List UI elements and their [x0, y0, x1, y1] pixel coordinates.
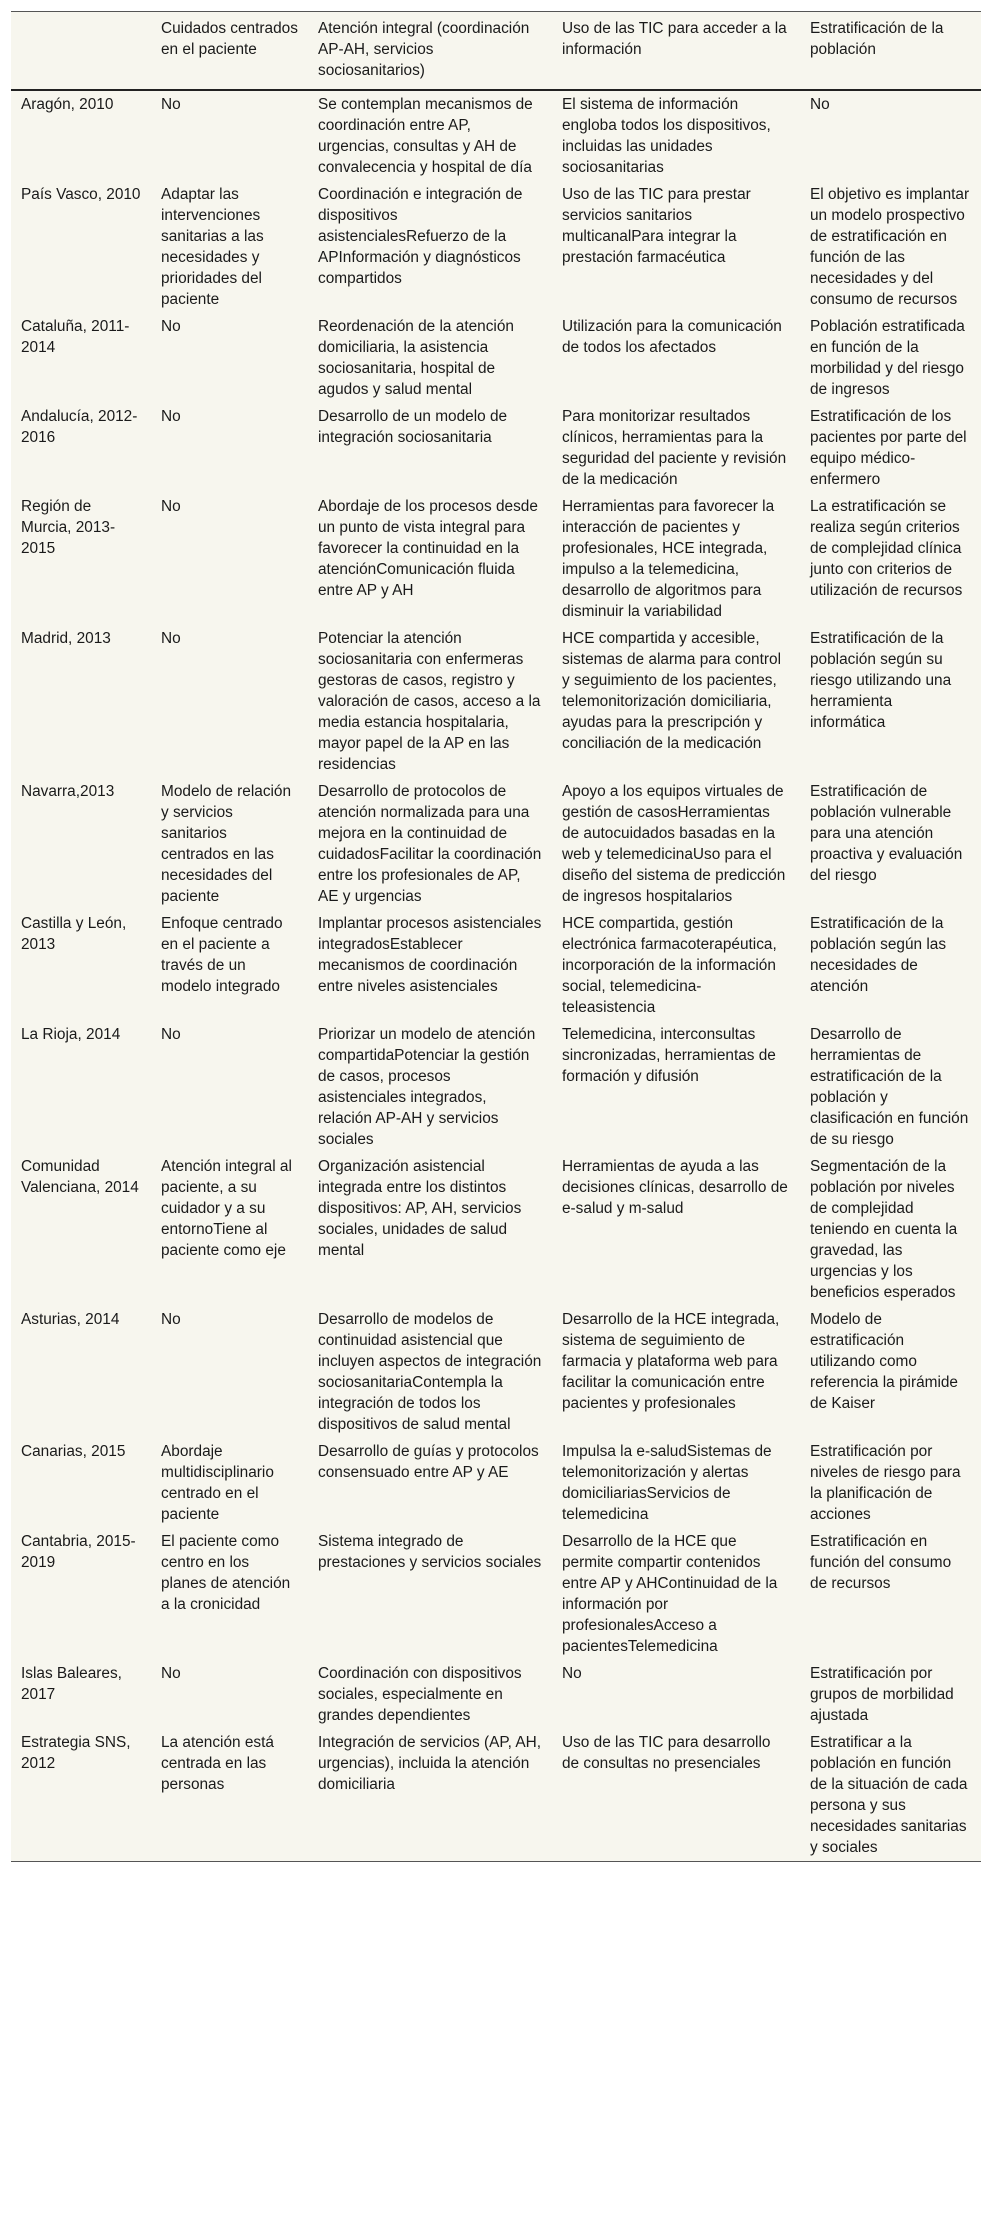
table-row — [11, 1306, 981, 1438]
cell-region: Región de Murcia, 2013-2015 — [21, 498, 116, 557]
cell-patient-centered-care: No — [161, 1311, 181, 1328]
cell-patient-centered-care: No — [161, 408, 181, 425]
table-row — [11, 1021, 981, 1153]
cell-region: Cantabria, 2015-2019 — [21, 1533, 136, 1571]
cell-region: Asturias, 2014 — [21, 1311, 120, 1328]
header-cell-region — [11, 12, 151, 91]
cell-integral-care: Implantar procesos asistenciales integradosEstablecer mecanismos de coordinación entre niveles asistenciales — [318, 915, 542, 995]
cell-ict-use: Para monitorizar resultados clínicos, herramientas para la seguridad del paciente y revisión de la medicación — [562, 408, 787, 488]
cell-ict-use: El sistema de información engloba todos los dispositivos, incluidas las unidades sociosanitarias — [562, 96, 771, 176]
table-row — [11, 493, 981, 625]
cell-integral-care: Desarrollo de protocolos de atención normalizada para una mejora en la continuidad de cuidadosFacilitar la coordinación entre los profesionales de AP, AE y urgencias — [318, 783, 542, 905]
cell-stratification: La estratificación se realiza según criterios de complejidad clínica junto con criterios de utilización de recursos — [810, 498, 963, 599]
table-header-row — [11, 12, 981, 91]
cell-ict-use: Utilización para la comunicación de todos los afectados — [562, 318, 782, 356]
table-row — [11, 1153, 981, 1306]
cell-patient-centered-care: La atención está centrada en las personas — [161, 1734, 274, 1793]
cell-ict-use: Desarrollo de la HCE integrada, sistema de seguimiento de farmacia y plataforma web para facilitar la comunicación entre pacientes y profesionales — [562, 1311, 780, 1412]
table-row — [11, 90, 981, 181]
cell-integral-care: Coordinación e integración de dispositivos asistencialesRefuerzo de la APInformación y diagnósticos compartidos — [318, 186, 523, 287]
table-row — [11, 1438, 981, 1528]
table-row — [11, 1660, 981, 1729]
cell-integral-care: Priorizar un modelo de atención compartidaPotenciar la gestión de casos, procesos asistenciales integrados, relación AP-AH y servicios sociales — [318, 1026, 536, 1148]
table-row — [11, 778, 981, 910]
document-page — [11, 11, 981, 1862]
cell-ict-use: Uso de las TIC para prestar servicios sanitarios multicanalPara integrar la prestación farmacéutica — [562, 186, 751, 266]
cell-region: Canarias, 2015 — [21, 1443, 126, 1460]
table-row — [11, 910, 981, 1021]
cell-ict-use: Uso de las TIC para desarrollo de consultas no presenciales — [562, 1734, 771, 1772]
cell-region: País Vasco, 2010 — [21, 186, 141, 203]
cell-ict-use: Telemedicina, interconsultas sincronizadas, herramientas de formación y difusión — [562, 1026, 776, 1085]
cell-patient-centered-care: No — [161, 96, 181, 113]
cell-patient-centered-care: No — [161, 630, 181, 647]
cell-stratification: El objetivo es implantar un modelo prospectivo de estratificación en función de las necesidades y del consumo de recursos — [810, 186, 970, 308]
cell-region: Aragón, 2010 — [21, 96, 114, 113]
cell-ict-use: Impulsa la e-saludSistemas de telemonitorización y alertas domiciliariasServicios de telemedicina — [562, 1443, 772, 1523]
cell-patient-centered-care: Enfoque centrado en el paciente a través de un modelo integrado — [161, 915, 283, 995]
comparison-table — [11, 11, 981, 1862]
cell-integral-care: Sistema integrado de prestaciones y servicios sociales — [318, 1533, 542, 1571]
cell-region: La Rioja, 2014 — [21, 1026, 121, 1043]
cell-ict-use: Desarrollo de la HCE que permite compartir contenidos entre AP y AHContinuidad de la información por profesionalesAcceso a pacientesTelemedicina — [562, 1533, 778, 1655]
cell-stratification: Modelo de estratificación utilizando como referencia la pirámide de Kaiser — [810, 1311, 958, 1412]
table-row — [11, 1729, 981, 1862]
cell-stratification: Desarrollo de herramientas de estratificación de la población y clasificación en función de su riesgo — [810, 1026, 969, 1148]
cell-ict-use: HCE compartida, gestión electrónica farmacoterapéutica, incorporación de la información social, telemedicina-teleasistencia — [562, 915, 777, 1016]
cell-patient-centered-care: El paciente como centro en los planes de atención a la cronicidad — [161, 1533, 291, 1613]
cell-stratification: Población estratificada en función de la morbilidad y del riesgo de ingresos — [810, 318, 965, 398]
cell-patient-centered-care: No — [161, 1026, 181, 1043]
cell-integral-care: Potenciar la atención sociosanitaria con enfermeras gestoras de casos, registro y valoración de casos, acceso a la media estancia hospitalaria, mayor papel de la AP en las residencias — [318, 630, 541, 773]
cell-stratification: Estratificación por niveles de riesgo para la planificación de acciones — [810, 1443, 961, 1523]
cell-patient-centered-care: No — [161, 498, 181, 515]
cell-ict-use: No — [562, 1665, 582, 1682]
table-row — [11, 403, 981, 493]
cell-patient-centered-care: Atención integral al paciente, a su cuidador y a su entornoTiene al paciente como eje — [161, 1158, 292, 1259]
cell-stratification: Estratificación de la población según las necesidades de atención — [810, 915, 947, 995]
cell-integral-care: Desarrollo de modelos de continuidad asistencial que incluyen aspectos de integración sociosanitariaContempla la integración de todos los dispositivos de salud mental — [318, 1311, 542, 1433]
cell-region: Andalucía, 2012-2016 — [21, 408, 138, 446]
cell-stratification: Estratificación de población vulnerable para una atención proactiva y evaluación del riesgo — [810, 783, 963, 884]
cell-stratification: Segmentación de la población por niveles de complejidad teniendo en cuenta la gravedad, las urgencias y los beneficios esperados — [810, 1158, 958, 1301]
cell-integral-care: Coordinación con dispositivos sociales, especialmente en grandes dependientes — [318, 1665, 522, 1724]
cell-integral-care: Desarrollo de guías y protocolos consensuado entre AP y AE — [318, 1443, 539, 1481]
table-row — [11, 181, 981, 313]
cell-region: Cataluña, 2011-2014 — [21, 318, 130, 356]
cell-stratification: Estratificar a la población en función de la situación de cada persona y sus necesidades sanitarias y sociales — [810, 1734, 968, 1856]
cell-ict-use: Herramientas para favorecer la interacción de pacientes y profesionales, HCE integrada, impulso a la telemedicina, desarrollo de algoritmos para disminuir la variabilidad — [562, 498, 775, 620]
cell-patient-centered-care: Modelo de relación y servicios sanitarios centrados en las necesidades del paciente — [161, 783, 292, 905]
cell-integral-care: Desarrollo de un modelo de integración sociosanitaria — [318, 408, 508, 446]
cell-patient-centered-care: No — [161, 1665, 181, 1682]
cell-stratification: Estratificación por grupos de morbilidad ajustada — [810, 1665, 954, 1724]
cell-region: Islas Baleares, 2017 — [21, 1665, 122, 1703]
header-cell-integral-care: Atención integral (coordinación AP-AH, servicios sociosanitarios) — [318, 20, 530, 79]
cell-patient-centered-care: Adaptar las intervenciones sanitarias a las necesidades y prioridades del paciente — [161, 186, 264, 308]
table-row — [11, 313, 981, 403]
cell-integral-care: Reordenación de la atención domiciliaria, la asistencia sociosanitaria, hospital de agudos y salud mental — [318, 318, 514, 398]
cell-region: Madrid, 2013 — [21, 630, 111, 647]
cell-ict-use: HCE compartida y accesible, sistemas de alarma para control y seguimiento de los pacientes, telemonitorización domiciliaria, ayudas para la prescripción y conciliación de la medicación — [562, 630, 781, 752]
table-row — [11, 625, 981, 778]
cell-region: Estrategia SNS, 2012 — [21, 1734, 131, 1772]
cell-patient-centered-care: Abordaje multidisciplinario centrado en el paciente — [161, 1443, 274, 1523]
cell-stratification: Estratificación de la población según su riesgo utilizando una herramienta informática — [810, 630, 952, 731]
header-cell-patient-centered-care: Cuidados centrados en el paciente — [161, 20, 298, 58]
cell-region: Castilla y León, 2013 — [21, 915, 127, 953]
table-row — [11, 1528, 981, 1660]
cell-patient-centered-care: No — [161, 318, 181, 335]
cell-region: Navarra,2013 — [21, 783, 115, 800]
cell-stratification: Estratificación de los pacientes por parte del equipo médico-enfermero — [810, 408, 967, 488]
header-cell-stratification: Estratificación de la población — [810, 20, 944, 58]
cell-integral-care: Abordaje de los procesos desde un punto de vista integral para favorecer la continuidad en la atenciónComunicación fluida entre AP y AH — [318, 498, 538, 599]
cell-integral-care: Integración de servicios (AP, AH, urgencias), incluida la atención domiciliaria — [318, 1734, 541, 1793]
header-cell-ict-use: Uso de las TIC para acceder a la información — [562, 20, 787, 58]
cell-integral-care: Se contemplan mecanismos de coordinación entre AP, urgencias, consultas y AH de convalecencia y hospital de día — [318, 96, 533, 176]
cell-region: Comunidad Valenciana, 2014 — [21, 1158, 139, 1196]
cell-integral-care: Organización asistencial integrada entre los distintos dispositivos: AP, AH, servicios sociales, unidades de salud mental — [318, 1158, 522, 1259]
cell-stratification: No — [810, 96, 830, 113]
cell-stratification: Estratificación en función del consumo de recursos — [810, 1533, 952, 1592]
cell-ict-use: Apoyo a los equipos virtuales de gestión de casosHerramientas de autocuidados basadas en la web y telemedicinaUso para el diseño del sistema de predicción de ingresos hospitalarios — [562, 783, 786, 905]
cell-ict-use: Herramientas de ayuda a las decisiones clínicas, desarrollo de e-salud y m-salud — [562, 1158, 788, 1217]
